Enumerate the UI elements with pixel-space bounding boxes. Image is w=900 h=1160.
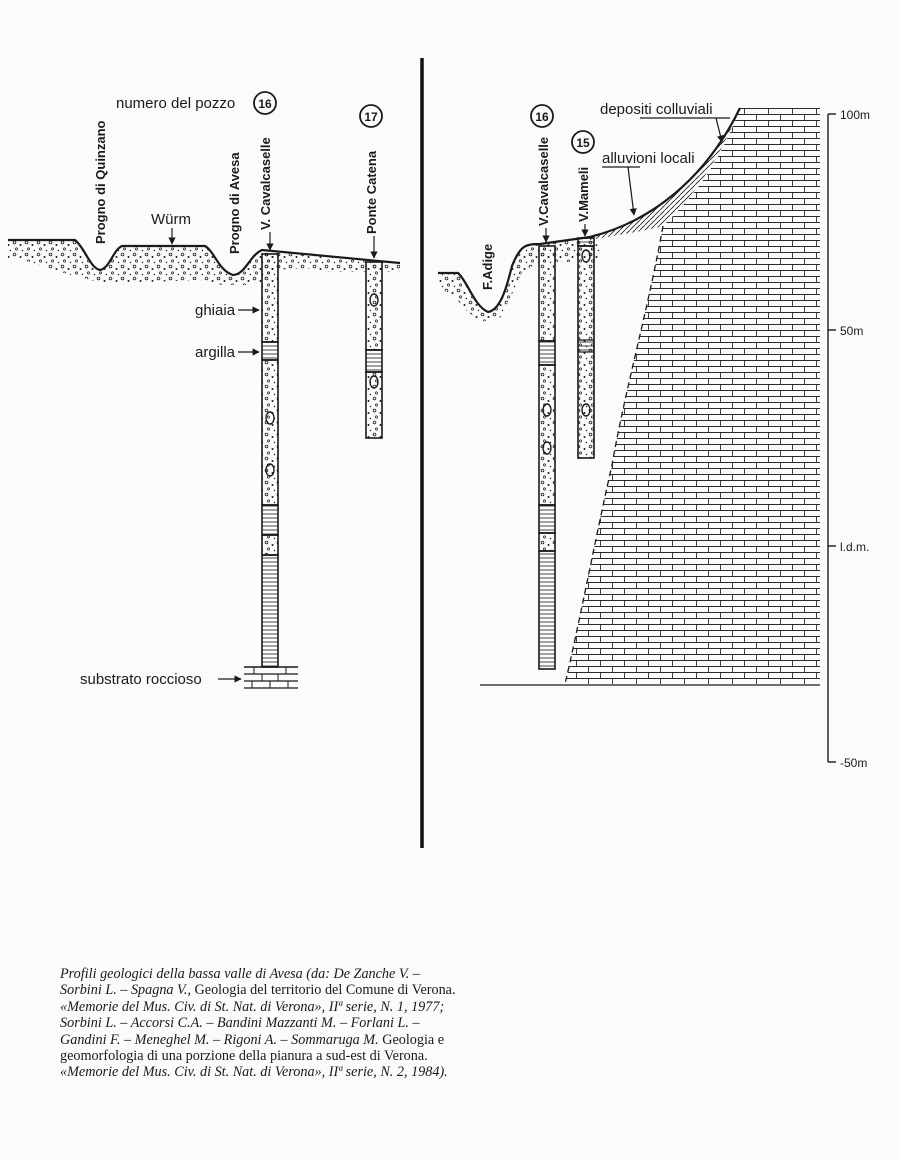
numero-pozzo-label: numero del pozzo [116,95,236,112]
scale-ldm: l.d.m. [840,540,870,554]
well-16-left-column [262,254,278,667]
scale-50m: 50m [840,324,864,338]
bedrock-limestone [565,108,820,684]
argilla-label: argilla [195,344,236,361]
scale-100m: 100m [840,108,871,122]
well-17-column [366,262,382,438]
scale-minus-50m: -50m [840,756,868,770]
left-profile [8,92,400,688]
progno-avesa-label: Progno di Avesa [227,152,242,254]
svg-text:16: 16 [535,110,549,124]
svg-text:16: 16 [258,97,272,111]
substrato-bricks [244,667,298,688]
well-15-column [578,238,594,458]
figure-caption: Profili geologici della bassa valle di Avesa (da: De Zanche V. – Sorbini L. – Spagna V., Geologia del territorio del Comune di Verona. «Memorie del Mus. Civ. di St. Nat. di Verona», IIª serie, N. 1, 1977; Sorbini L. – Accorsi C.A. – Bandini Mazzanti M. – Forlani L. – Gandini F. – Meneghel M. – Rigoni A. – Sommaruga M. Geologia e geomorfologia di una porzione della pianura a sud-est di Verona. «Memorie del Mus. Civ. di St. Nat. di Verona», IIª serie, N. 2, 1984). [60,966,456,1081]
well-17-badge [360,105,382,127]
substrato-label: substrato roccioso [80,671,202,688]
wurm-label: Würm [151,211,191,228]
f-adige-label: F.Adige [480,243,495,290]
cavalcaselle-left-label: V. Cavalcaselle [258,137,273,230]
svg-text:15: 15 [576,136,590,150]
cavalcaselle-right-label: V.Cavalcaselle [536,136,551,226]
elevation-scale [828,108,870,770]
well-16-right-badge [531,105,553,127]
progno-quinzano-label: Progno di Quinzano [93,120,108,244]
well-16-right-column [539,246,555,669]
right-profile [438,101,870,770]
ghiaia-label: ghiaia [195,302,236,319]
mameli-label: V.Mameli [576,166,591,222]
svg-text:17: 17 [364,110,378,124]
alluvioni-locali-label: alluvioni locali [602,150,695,167]
well-15-badge [572,131,594,153]
depositi-colluviali-label: depositi colluviali [600,101,713,118]
ponte-catena-label: Ponte Catena [364,150,379,234]
well-16-left-badge [254,92,276,114]
